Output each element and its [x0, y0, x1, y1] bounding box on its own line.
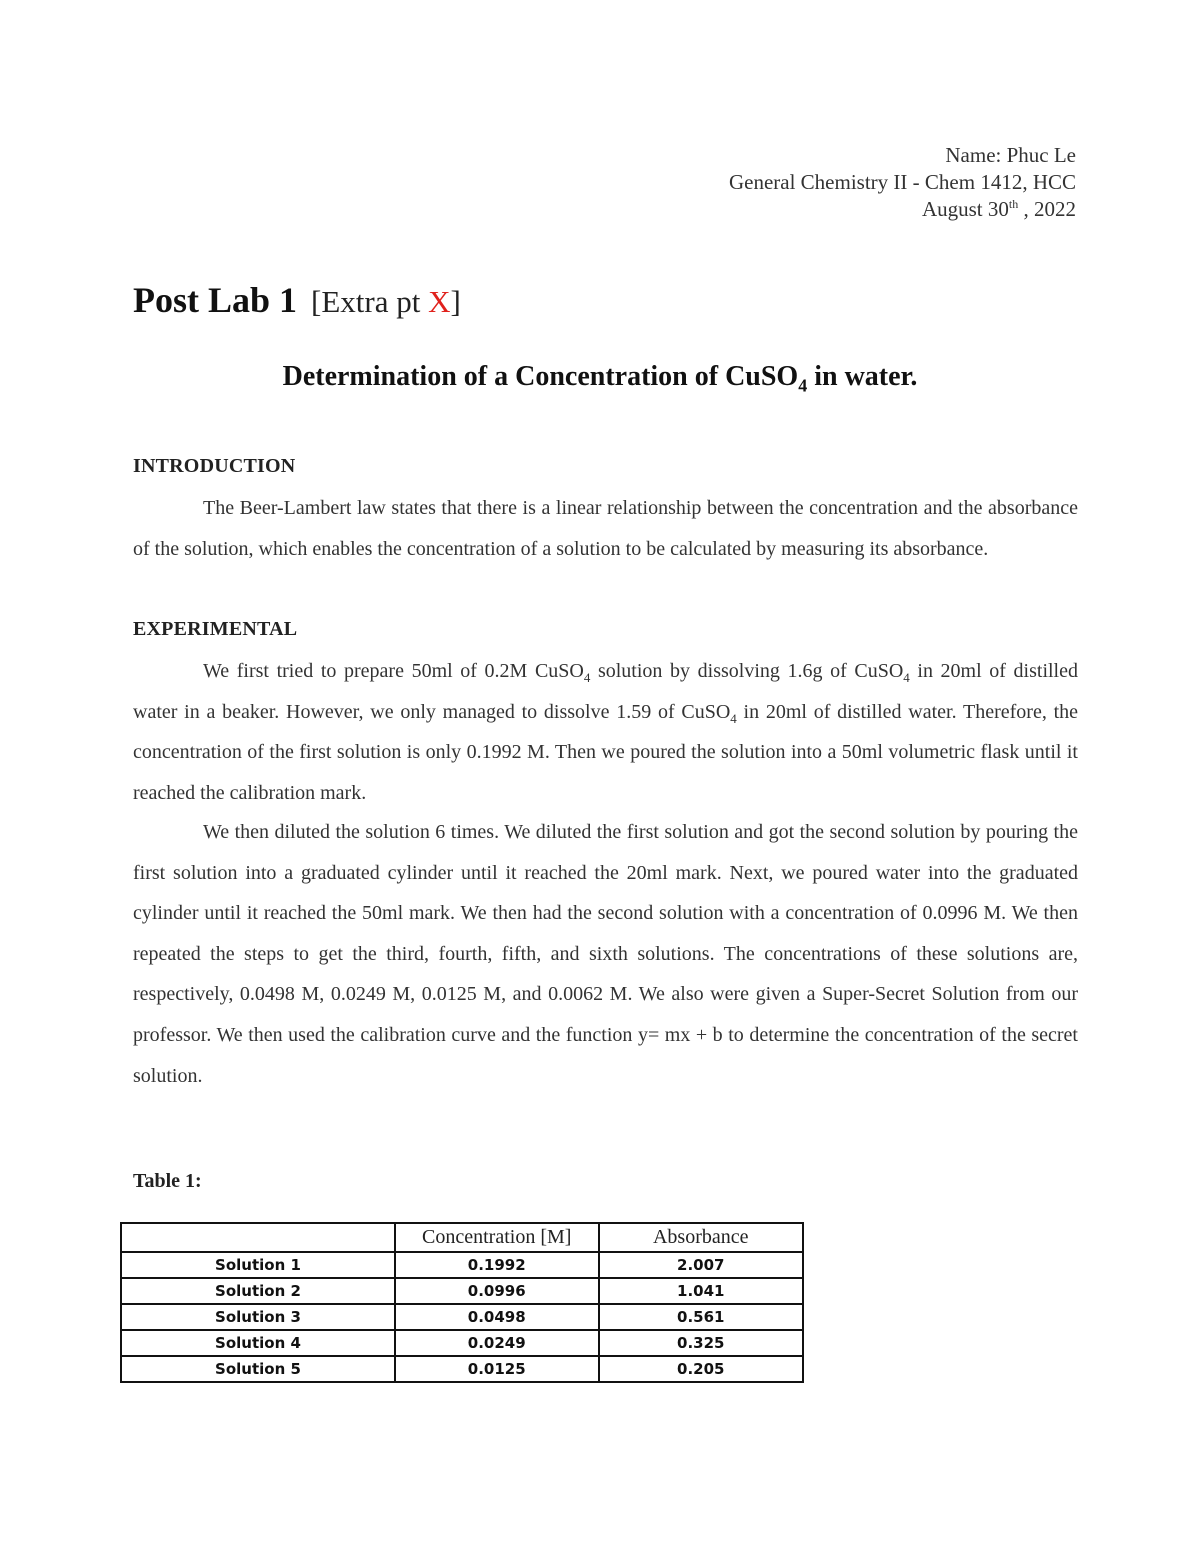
table-cell: 0.1992: [395, 1252, 599, 1278]
table-row: [121, 1330, 803, 1356]
table-cell: 0.0996: [395, 1278, 599, 1304]
table-cell: 0.0125: [395, 1356, 599, 1382]
date-prefix: August 30: [921, 197, 1009, 221]
p1-part-a: We first tried to prepare 50ml of 0.2M CuSO: [203, 660, 584, 682]
p1-part-d: in 20ml of distilled water. Therefore, the concentration of the first solution is only 0.1992 M. Then we poured the solution into a 50ml volumetric flask until it reached the calibration mark.: [133, 700, 1079, 804]
table-row: [121, 1278, 803, 1304]
table-cell: Solution 5: [121, 1356, 395, 1382]
p1-sub-3: 4: [730, 710, 737, 726]
extra-mark: X: [428, 284, 451, 319]
introduction-paragraph: The Beer-Lambert law states that there is a linear relationship between the concentration and the absorbance of the solution, which enables the concentration of a solution to be calculated by measuring its absorbance.: [133, 497, 1078, 560]
table-row: [121, 1356, 803, 1382]
table-cell: 0.325: [599, 1330, 803, 1356]
author-header: [729, 142, 1076, 223]
table-cell: 2.007: [599, 1252, 803, 1278]
extra-open: [Extra pt: [311, 284, 429, 319]
table-header-row: [121, 1223, 803, 1252]
date-suffix: , 2022: [1018, 197, 1076, 221]
table-cell: 0.0249: [395, 1330, 599, 1356]
subtitle-after: in water.: [807, 361, 918, 392]
extra-close: ]: [450, 284, 461, 319]
table-header-cell: Absorbance: [599, 1223, 803, 1252]
name-line: Name: Phuc Le: [945, 143, 1076, 167]
table-label: Table 1:: [133, 1170, 202, 1192]
table-header-cell: Concentration [M]: [395, 1223, 599, 1252]
table-cell: 0.205: [599, 1356, 803, 1382]
table-header-cell: [121, 1223, 395, 1252]
p1-part-c: in 20ml of distilled water in a beaker. However, we only managed to dissolve 1.59 of CuSO: [133, 660, 1078, 723]
experimental-paragraph-1: [133, 651, 1078, 813]
subtitle-before: Determination of a Concentration of CuSO: [282, 361, 799, 392]
p1-sub-2: 4: [903, 670, 910, 685]
experimental-heading: EXPERIMENTAL: [133, 618, 298, 640]
table-row: [121, 1304, 803, 1330]
table-cell: 1.041: [599, 1278, 803, 1304]
title-main: Post Lab 1: [133, 280, 298, 320]
table-cell: 0.0498: [395, 1304, 599, 1330]
course-line: General Chemistry II - Chem 1412, HCC: [728, 170, 1076, 194]
table-cell: Solution 1: [121, 1252, 395, 1278]
p1-part-b: solution by dissolving 1.6g of CuSO: [590, 660, 904, 682]
experimental-paragraph-2: We then diluted the solution 6 times. We diluted the first solution and got the second solution by pouring the first solution into a graduated cylinder until it reached the 20ml mark. Next, we poured water into the graduated cylinder until it reached the 50ml mark. We then had the second solution with a concentration of 0.0996 M. We then repeated the steps to get the third, fourth, fifth, and sixth solutions. The concentrations of these solutions are, respectively, 0.0498 M, 0.0249 M, 0.0125 M, and 0.0062 M. We also were given a Super-Secret Solution from our professor. We then used the calibration curve and the function y= mx + b to determine the concentration of the secret solution.: [133, 821, 1078, 1087]
subtitle-subscript: 4: [798, 375, 808, 396]
date-line: [729, 196, 1076, 223]
document-subtitle: [0, 358, 1200, 405]
table-cell: Solution 2: [121, 1278, 395, 1304]
page-title: [133, 278, 461, 324]
table-cell: Solution 4: [121, 1330, 395, 1356]
table-cell: Solution 3: [121, 1304, 395, 1330]
date-superscript: th: [1008, 197, 1019, 211]
extra-point-note: [311, 284, 461, 319]
table-row: [121, 1252, 803, 1278]
introduction-heading: INTRODUCTION: [133, 455, 296, 477]
absorbance-table: [120, 1222, 804, 1383]
table-cell: 0.561: [599, 1304, 803, 1330]
p1-sub-1: 4: [583, 670, 591, 685]
